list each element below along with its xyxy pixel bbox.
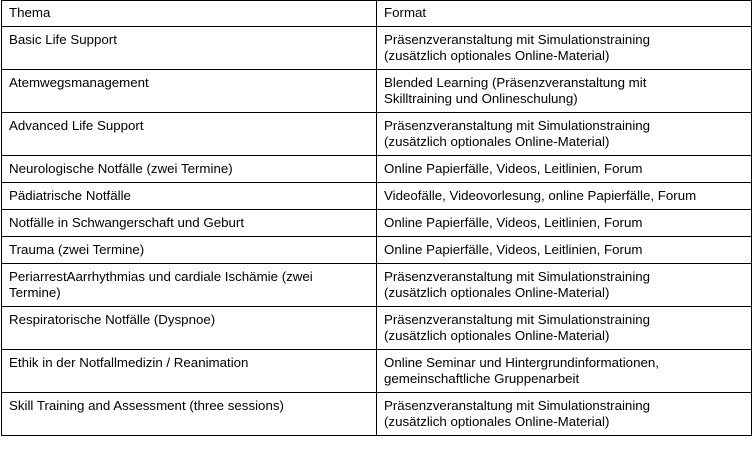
table-row [2, 237, 752, 264]
cell-thema: Notfälle in Schwangerschaft und Geburt [2, 210, 377, 237]
cell-format: Präsenzveranstaltung mit Simulationstraining (zusätzlich optionales Online-Material) [377, 264, 752, 307]
table-row [2, 350, 752, 393]
cell-format: Online Papierfälle, Videos, Leitlinien, Forum [377, 156, 752, 183]
table-row [2, 210, 752, 237]
cell-thema: Atemwegsmanagement [2, 70, 377, 113]
table-row [2, 183, 752, 210]
table-header-row [2, 1, 752, 27]
table-row [2, 70, 752, 113]
cell-thema: Advanced Life Support [2, 113, 377, 156]
cell-thema: Skill Training and Assessment (three sessions) [2, 393, 377, 436]
cell-thema: Basic Life Support [2, 27, 377, 70]
cell-thema: Neurologische Notfälle (zwei Termine) [2, 156, 377, 183]
cell-format: Präsenzveranstaltung mit Simulationstraining (zusätzlich optionales Online-Material) [377, 113, 752, 156]
cell-thema: Trauma (zwei Termine) [2, 237, 377, 264]
table-row [2, 307, 752, 350]
cell-thema: PeriarrestAarrhythmias und cardiale Ischämie (zwei Termine) [2, 264, 377, 307]
cell-format: Präsenzveranstaltung mit Simulationstraining (zusätzlich optionales Online-Material) [377, 27, 752, 70]
table-row [2, 27, 752, 70]
cell-format: Online Papierfälle, Videos, Leitlinien, Forum [377, 210, 752, 237]
cell-format: Präsenzveranstaltung mit Simulationstraining (zusätzlich optionales Online-Material) [377, 307, 752, 350]
topics-table [1, 0, 752, 436]
cell-format: Videofälle, Videovorlesung, online Papierfälle, Forum [377, 183, 752, 210]
header-format: Format [377, 1, 752, 27]
cell-thema: Respiratorische Notfälle (Dyspnoe) [2, 307, 377, 350]
table-row [2, 264, 752, 307]
cell-thema: Pädiatrische Notfälle [2, 183, 377, 210]
cell-thema: Ethik in der Notfallmedizin / Reanimation [2, 350, 377, 393]
table-row [2, 156, 752, 183]
cell-format: Online Papierfälle, Videos, Leitlinien, Forum [377, 237, 752, 264]
cell-format: Präsenzveranstaltung mit Simulationstraining (zusätzlich optionales Online-Material) [377, 393, 752, 436]
cell-format: Online Seminar und Hintergrundinformationen, gemeinschaftliche Gruppenarbeit [377, 350, 752, 393]
header-thema: Thema [2, 1, 377, 27]
table-row [2, 393, 752, 436]
cell-format: Blended Learning (Präsenzveranstaltung mit Skilltraining und Onlineschulung) [377, 70, 752, 113]
table-row [2, 113, 752, 156]
